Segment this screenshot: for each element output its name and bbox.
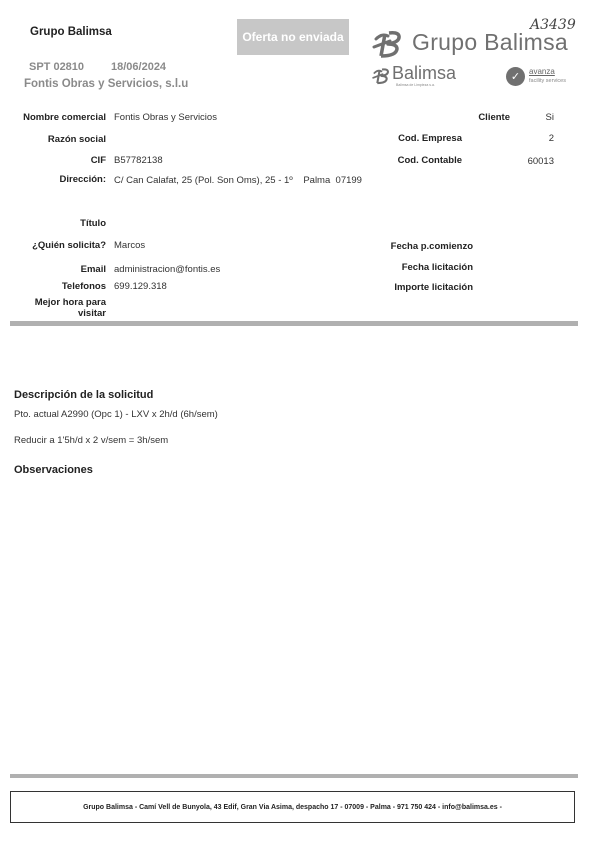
nombre-comercial-label: Nombre comercial	[23, 112, 106, 123]
avanza-logo-text: avanza	[529, 67, 555, 76]
description-line: Reducir a 1'5h/d x 2 v/sem = 3h/sem	[14, 435, 169, 446]
telefonos-value: 699.129.318	[114, 281, 167, 292]
footer	[10, 791, 575, 823]
footer-address: Grupo Balimsa - Camí Vell de Bunyola, 43 Edif, Gran Via Asima, despacho 17 - 07009 - Palma - 971 750 424 - info@balimsa.es -	[83, 803, 502, 811]
balimsa-small-mark-icon	[372, 67, 392, 85]
email-label: Email	[80, 264, 106, 275]
cod-contable-value: 60013	[527, 156, 554, 167]
fecha-comienzo-label: Fecha p.comienzo	[390, 241, 473, 252]
cod-empresa-value: 2	[548, 133, 554, 144]
razon-social-label: Razón social	[47, 134, 106, 145]
spt-number: SPT 02810	[29, 61, 85, 73]
cliente-label: Cliente	[478, 112, 510, 123]
grupo-balimsa-logo-text: Grupo Balimsa	[412, 29, 569, 55]
status-badge: Oferta no enviada	[237, 19, 349, 55]
observations-title: Observaciones	[14, 464, 93, 476]
importe-licitacion-label: Importe licitación	[394, 282, 473, 293]
balimsa-mark-icon	[372, 30, 406, 58]
description-line: Pto. actual A2990 (Opc 1) - LXV x 2h/d (6h/sem)	[14, 409, 218, 420]
avanza-logo	[506, 67, 576, 91]
handwritten-reference: A3439	[530, 17, 576, 33]
balimsa-logo	[372, 63, 492, 92]
description-title: Descripción de la solicitud	[14, 389, 154, 401]
nombre-comercial-value: Fontis Obras y Servicios	[114, 112, 217, 123]
cliente-value: Si	[545, 112, 554, 123]
direccion-label: Dirección:	[59, 174, 106, 185]
titulo-label: Título	[80, 218, 106, 229]
fecha-licitacion-label: Fecha licitación	[401, 262, 473, 273]
quien-solicita-label: ¿Quién solicita?	[32, 240, 106, 251]
telefonos-label: Telefonos	[61, 281, 106, 292]
balimsa-logo-tagline: Balimsa de Limpieza s.a.	[396, 83, 435, 87]
section-divider	[10, 321, 578, 326]
grupo-balimsa-logo	[372, 29, 577, 59]
balimsa-logo-text: Balimsa	[392, 63, 457, 83]
quien-solicita-value: Marcos	[114, 240, 146, 251]
spt-date: 18/06/2024	[111, 61, 167, 73]
client-title: Fontis Obras y Servicios, s.l.u	[24, 78, 189, 90]
email-value: administracion@fontis.es	[114, 264, 221, 275]
cif-value: B57782138	[114, 155, 163, 166]
direccion-value: C/ Can Calafat, 25 (Pol. Son Oms), 25 - 1º Palma 07199	[114, 175, 362, 186]
avanza-logo-tagline: facility services	[529, 78, 566, 84]
cod-empresa-label: Cod. Empresa	[398, 133, 462, 144]
mejor-hora-label: Mejor hora para	[34, 297, 106, 308]
mejor-hora-label-line2: visitar	[78, 308, 106, 319]
company-name: Grupo Balimsa	[30, 26, 112, 38]
cif-label: CIF	[90, 155, 106, 166]
avanza-check-icon: ✓	[506, 67, 525, 86]
cod-contable-label: Cod. Contable	[397, 155, 462, 166]
footer-divider	[10, 774, 578, 778]
